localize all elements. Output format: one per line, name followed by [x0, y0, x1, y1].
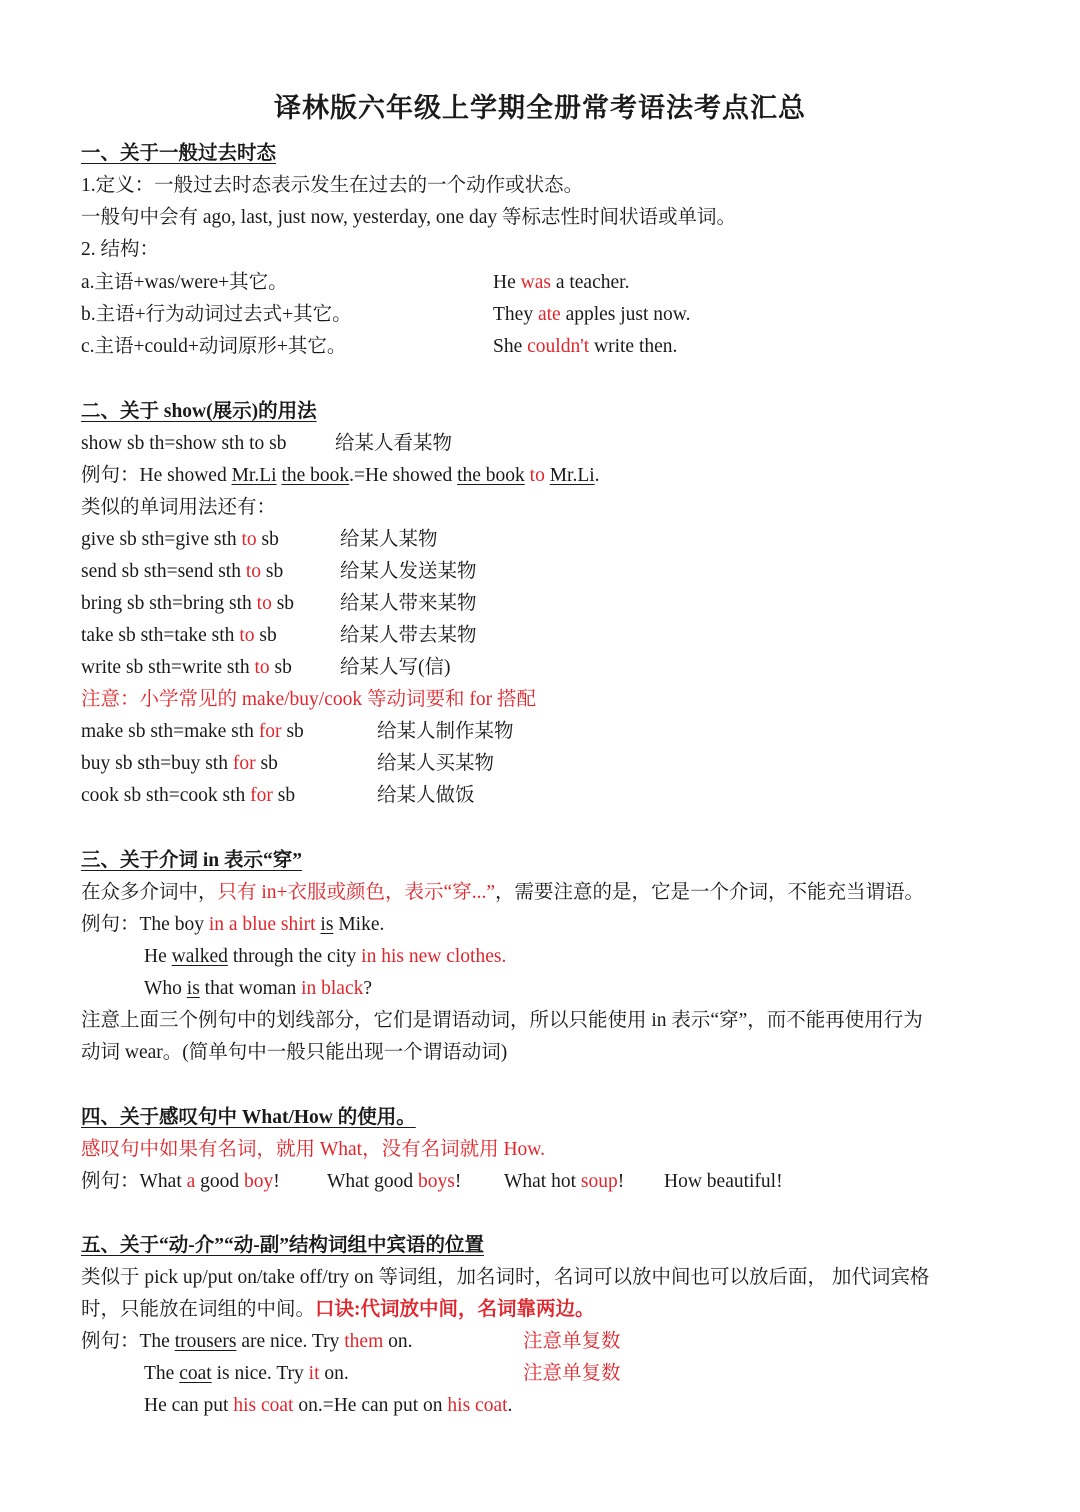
s1-struct-c	[81, 334, 1001, 360]
s1-structure-label: 2. 结构：	[81, 239, 160, 260]
s1-struct-c-example: She couldn't write then.	[493, 336, 678, 357]
s5-mnemonic: 口诀:代词放中间，名词靠两边。	[315, 1299, 595, 1320]
s1-struct-b	[81, 302, 1001, 328]
s5-note-1: 注意单复数	[523, 1331, 621, 1352]
s5-para-line-1: 类似于 pick up/put on/take off/try on 等词组，加名词时，名词可以放中间也可以放后面， 加代词宾格	[81, 1267, 930, 1288]
s2-row-cook: cook sb sth=cook sth for sb 给某人做饭	[81, 785, 475, 806]
section-5-heading: 五、关于“动-介”“动-副”结构词组中宾语的位置	[81, 1235, 484, 1256]
s2-row-bring: bring sb sth=bring sth to sb 给某人带来某物	[81, 593, 477, 614]
s4-example-3: What hot soup!	[504, 1171, 625, 1192]
s2-row-give: give sb sth=give sth to sb 给某人某物	[81, 529, 438, 550]
s2-row-take: take sb sth=take sth to sb 给某人带去某物	[81, 625, 477, 646]
s5-para-line-2: 时，只能放在词组的中间。口诀:代词放中间，名词靠两边。	[81, 1299, 595, 1320]
s2-note: 注意：小学常见的 make/buy/cook 等动词要和 for 搭配	[81, 689, 536, 710]
s3-example-3: Who is that woman in black?	[144, 978, 373, 999]
s3-note-line-1: 注意上面三个例句中的划线部分，它们是谓语动词，所以只能使用 in 表示“穿”，而不能再使用行为	[81, 1010, 923, 1031]
s1-struct-c-text: c.主语+could+动词原形+其它。	[81, 336, 347, 357]
page-title: 译林版六年级上学期全册常考语法考点汇总	[274, 93, 806, 123]
s1-usage: 一般句中会有 ago, last, just now, yesterday, one day 等标志性时间状语或单词。	[81, 207, 736, 228]
s2-row-buy: buy sb sth=buy sth for sb 给某人买某物	[81, 753, 495, 774]
s5-example-1: 例句：The trousers are nice. Try them on. 注意单复数	[81, 1329, 1001, 1355]
s1-struct-a	[81, 270, 1001, 296]
s4-examples: 例句：What a good boy! What good boys! What hot soup! How beautiful!	[81, 1169, 1001, 1195]
section-4-heading: 四、关于感叹句中 What/How 的使用。	[81, 1107, 416, 1128]
s2-row-send: send sb sth=send sth to sb 给某人发送某物	[81, 561, 477, 582]
s3-intro: 在众多介词中，只有 in+衣服或颜色，表示“穿...”，需要注意的是，它是一个介词，不能充当谓语。	[81, 882, 925, 903]
section-3-heading: 三、关于介词 in 表示“穿”	[81, 850, 303, 871]
s4-example-4: How beautiful!	[664, 1171, 783, 1192]
s4-example-2: What good boys!	[327, 1171, 462, 1192]
s5-example-3: He can put his coat on.=He can put on his coat.	[144, 1395, 513, 1416]
s2-row-write: write sb sth=write sth to sb 给某人写(信)	[81, 657, 451, 678]
s5-example-2: The coat is nice. Try it on. 注意单复数	[144, 1361, 1004, 1387]
s4-rule: 感叹句中如果有名词，就用 What，没有名词就用 How.	[81, 1139, 546, 1160]
s2-similar-label: 类似的单词用法还有：	[81, 497, 277, 518]
s2-example: 例句：He showed Mr.Li the book.=He showed the book to Mr.Li.	[81, 465, 600, 486]
s3-note-line-2: 动词 wear。(简单句中一般只能出现一个谓语动词)	[81, 1042, 508, 1063]
s3-example-1: 例句：The boy in a blue shirt is Mike.	[81, 914, 385, 935]
s1-struct-b-example: They ate apples just now.	[493, 304, 691, 325]
section-2-heading: 二、关于 show(展示)的用法	[81, 401, 317, 422]
s1-struct-b-text: b.主语+行为动词过去式+其它。	[81, 304, 352, 325]
s5-note-2: 注意单复数	[523, 1363, 621, 1384]
s2-row-make: make sb sth=make sth for sb 给某人制作某物	[81, 721, 514, 742]
s3-example-2: He walked through the city in his new clothes.	[144, 946, 507, 967]
s1-definition: 1.定义：一般过去时态表示发生在过去的一个动作或状态。	[81, 175, 584, 196]
s2-show-rule: show sb th=show sth to sb 给某人看某物	[81, 433, 453, 454]
section-1-heading: 一、关于一般过去时态	[81, 143, 277, 164]
s1-struct-a-example: He was a teacher.	[493, 272, 630, 293]
s4-example-1: What a good boy!	[139, 1171, 280, 1192]
s1-struct-a-text: a.主语+was/were+其它。	[81, 272, 288, 293]
